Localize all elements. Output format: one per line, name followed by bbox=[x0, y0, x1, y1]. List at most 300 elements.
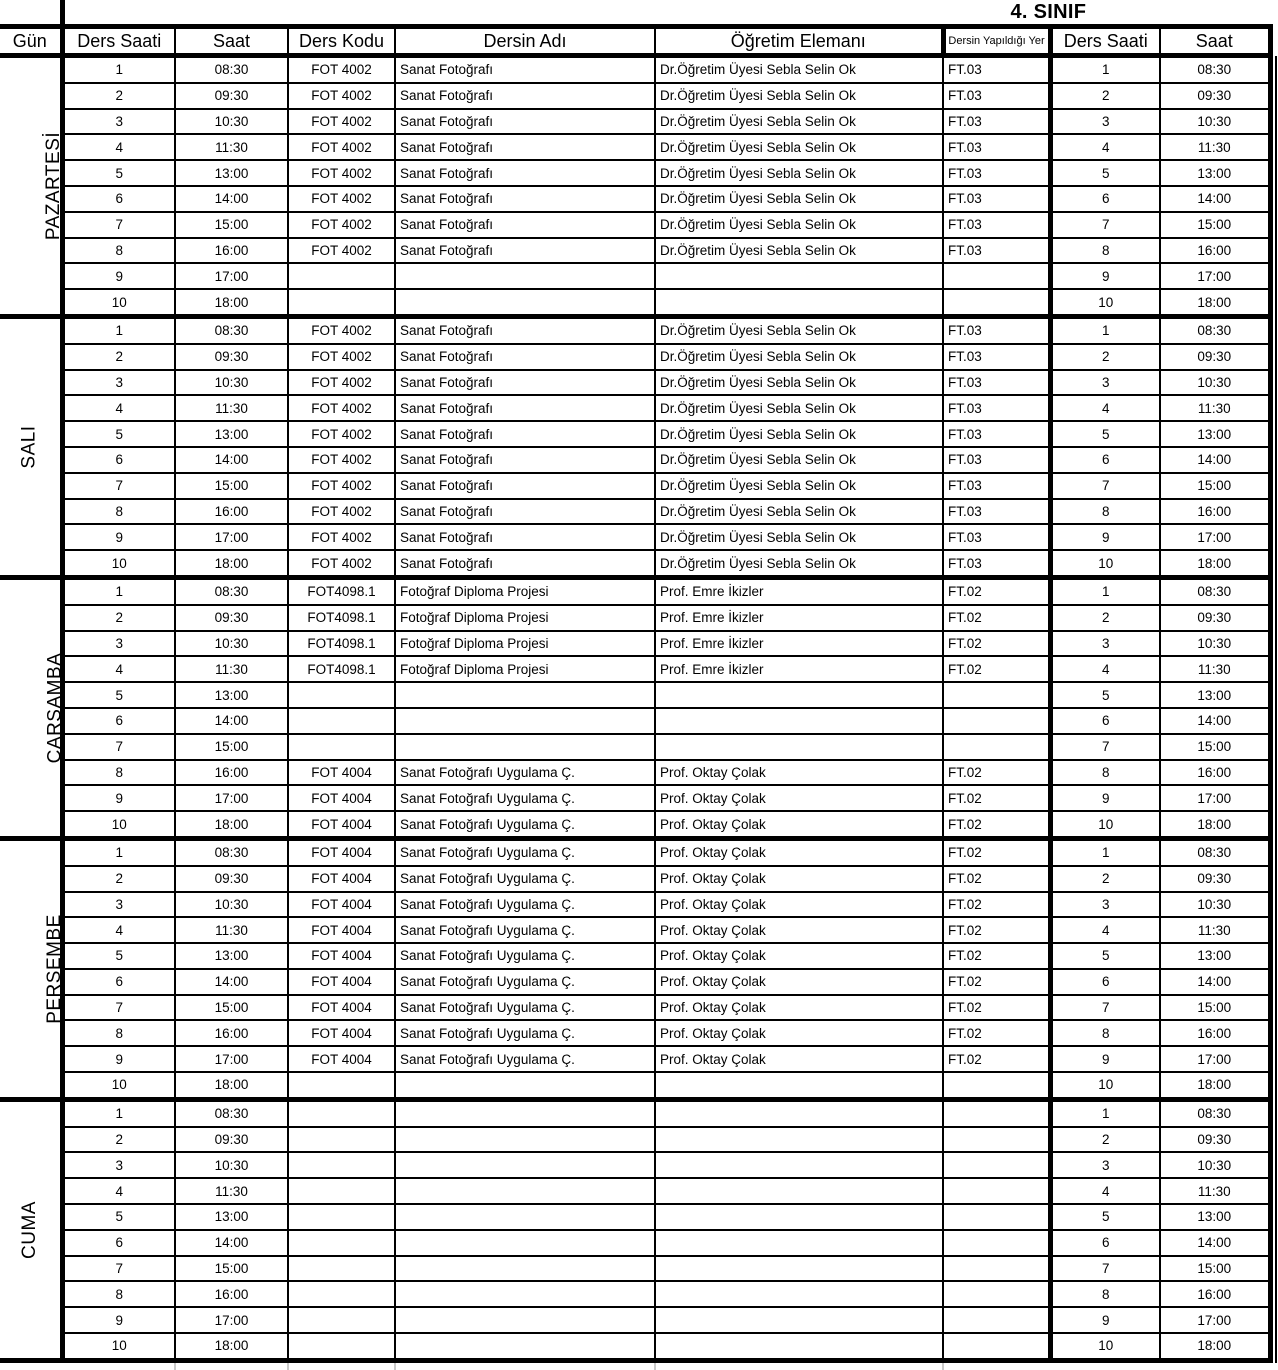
hour-cell: 3 bbox=[62, 631, 175, 657]
hour-cell: 6 bbox=[62, 186, 175, 212]
room-cell: FT.03 bbox=[943, 316, 1050, 343]
time-cell: 08:30 bbox=[175, 316, 288, 343]
course-code-cell bbox=[288, 1099, 395, 1126]
room-cell bbox=[943, 1307, 1050, 1333]
time-cell-right: 11:30 bbox=[1160, 134, 1270, 160]
day-label-cuma: CUMA bbox=[18, 1200, 40, 1259]
schedule-row bbox=[0, 1152, 1270, 1178]
schedule-row bbox=[0, 577, 1270, 604]
time-cell: 16:00 bbox=[175, 760, 288, 786]
course-name-cell bbox=[395, 1178, 655, 1204]
course-name-cell bbox=[395, 1072, 655, 1099]
hour-cell: 6 bbox=[62, 969, 175, 995]
schedule-row bbox=[0, 83, 1270, 109]
time-cell: 09:30 bbox=[175, 605, 288, 631]
course-name-cell bbox=[395, 734, 655, 760]
column-header-row bbox=[0, 27, 1270, 56]
time-cell: 11:30 bbox=[175, 656, 288, 682]
schedule-row bbox=[0, 109, 1270, 135]
time-cell-right: 13:00 bbox=[1160, 1204, 1270, 1230]
light-gridline bbox=[654, 1363, 656, 1370]
instructor-cell: Prof. Oktay Çolak bbox=[655, 995, 943, 1021]
hour-cell-right: 2 bbox=[1050, 1127, 1160, 1153]
hour-cell: 5 bbox=[62, 160, 175, 186]
time-cell: 14:00 bbox=[175, 969, 288, 995]
hour-cell: 9 bbox=[62, 785, 175, 811]
time-cell-right: 14:00 bbox=[1160, 447, 1270, 473]
room-cell: FT.02 bbox=[943, 1046, 1050, 1072]
hour-cell: 4 bbox=[62, 656, 175, 682]
time-cell-right: 17:00 bbox=[1160, 263, 1270, 289]
course-code-cell bbox=[288, 1333, 395, 1360]
hour-cell: 4 bbox=[62, 395, 175, 421]
schedule-row bbox=[0, 811, 1270, 838]
schedule-row bbox=[0, 1230, 1270, 1256]
hour-cell-right: 10 bbox=[1050, 289, 1160, 316]
room-cell bbox=[943, 1256, 1050, 1282]
course-code-cell: FOT4098.1 bbox=[288, 631, 395, 657]
room-cell: FT.02 bbox=[943, 577, 1050, 604]
time-cell-right: 10:30 bbox=[1160, 1152, 1270, 1178]
room-cell: FT.03 bbox=[943, 370, 1050, 396]
col-header-ders-saati: Ders Saati bbox=[62, 27, 175, 56]
day-label-sali: SALI bbox=[18, 425, 40, 469]
schedule-row bbox=[0, 316, 1270, 343]
time-cell-right: 15:00 bbox=[1160, 473, 1270, 499]
room-cell: FT.03 bbox=[943, 83, 1050, 109]
hour-cell: 7 bbox=[62, 995, 175, 1021]
hour-cell-right: 7 bbox=[1050, 995, 1160, 1021]
instructor-cell bbox=[655, 1072, 943, 1099]
course-code-cell: FOT 4004 bbox=[288, 1020, 395, 1046]
course-code-cell: FOT 4002 bbox=[288, 447, 395, 473]
hour-cell: 10 bbox=[62, 550, 175, 577]
time-cell-right: 17:00 bbox=[1160, 1046, 1270, 1072]
course-code-cell: FOT 4002 bbox=[288, 160, 395, 186]
day-label-carsamba: ÇARŞAMBA bbox=[44, 652, 66, 764]
instructor-cell: Dr.Öğretim Üyesi Sebla Selin Ok bbox=[655, 344, 943, 370]
instructor-cell bbox=[655, 734, 943, 760]
instructor-cell bbox=[655, 263, 943, 289]
time-cell-right: 11:30 bbox=[1160, 395, 1270, 421]
instructor-cell bbox=[655, 1152, 943, 1178]
light-gridline bbox=[174, 1363, 176, 1370]
room-cell: FT.02 bbox=[943, 1020, 1050, 1046]
course-name-cell: Sanat Fotoğrafı Uygulama Ç. bbox=[395, 892, 655, 918]
instructor-cell bbox=[655, 1333, 943, 1360]
time-cell: 10:30 bbox=[175, 892, 288, 918]
time-cell: 14:00 bbox=[175, 1230, 288, 1256]
hour-cell-right: 3 bbox=[1050, 370, 1160, 396]
time-cell: 11:30 bbox=[175, 917, 288, 943]
time-cell: 18:00 bbox=[175, 1333, 288, 1360]
course-code-cell bbox=[288, 1204, 395, 1230]
instructor-cell: Prof. Oktay Çolak bbox=[655, 760, 943, 786]
course-name-cell bbox=[395, 708, 655, 734]
time-cell-right: 14:00 bbox=[1160, 708, 1270, 734]
hour-cell: 7 bbox=[62, 212, 175, 238]
schedule-row bbox=[0, 1281, 1270, 1307]
time-cell-right: 15:00 bbox=[1160, 995, 1270, 1021]
hour-cell-right: 9 bbox=[1050, 1046, 1160, 1072]
course-code-cell bbox=[288, 682, 395, 708]
time-cell-right: 08:30 bbox=[1160, 838, 1270, 865]
hour-cell-right: 6 bbox=[1050, 969, 1160, 995]
room-cell: FT.02 bbox=[943, 656, 1050, 682]
course-code-cell: FOT 4004 bbox=[288, 760, 395, 786]
time-cell-right: 13:00 bbox=[1160, 682, 1270, 708]
course-code-cell: FOT 4002 bbox=[288, 344, 395, 370]
title-cell bbox=[62, 0, 1270, 27]
course-code-cell bbox=[288, 263, 395, 289]
instructor-cell bbox=[655, 708, 943, 734]
room-cell: FT.03 bbox=[943, 550, 1050, 577]
room-cell bbox=[943, 1127, 1050, 1153]
hour-cell: 9 bbox=[62, 524, 175, 550]
room-cell: FT.02 bbox=[943, 811, 1050, 838]
schedule-row bbox=[0, 1072, 1270, 1099]
course-name-cell: Sanat Fotoğrafı bbox=[395, 186, 655, 212]
schedule-row bbox=[0, 370, 1270, 396]
schedule-row bbox=[0, 943, 1270, 969]
col-header-ders-saati-right: Ders Saati bbox=[1050, 27, 1160, 56]
course-name-cell: Sanat Fotoğrafı bbox=[395, 447, 655, 473]
time-cell: 14:00 bbox=[175, 447, 288, 473]
course-code-cell: FOT 4004 bbox=[288, 1046, 395, 1072]
course-name-cell: Sanat Fotoğrafı bbox=[395, 83, 655, 109]
hour-cell-right: 4 bbox=[1050, 1178, 1160, 1204]
hour-cell: 7 bbox=[62, 1256, 175, 1282]
schedule-row bbox=[0, 499, 1270, 525]
hour-cell: 1 bbox=[62, 577, 175, 604]
schedule-row bbox=[0, 134, 1270, 160]
instructor-cell: Dr.Öğretim Üyesi Sebla Selin Ok bbox=[655, 56, 943, 83]
hour-cell: 5 bbox=[62, 1204, 175, 1230]
schedule-row bbox=[0, 550, 1270, 577]
time-cell-right: 15:00 bbox=[1160, 1256, 1270, 1282]
schedule-row bbox=[0, 238, 1270, 264]
time-cell: 17:00 bbox=[175, 1046, 288, 1072]
instructor-cell: Prof. Oktay Çolak bbox=[655, 785, 943, 811]
course-code-cell bbox=[288, 1178, 395, 1204]
time-cell: 08:30 bbox=[175, 838, 288, 865]
hour-cell-right: 10 bbox=[1050, 811, 1160, 838]
course-name-cell bbox=[395, 1230, 655, 1256]
time-cell: 18:00 bbox=[175, 811, 288, 838]
room-cell: FT.02 bbox=[943, 866, 1050, 892]
time-cell-right: 09:30 bbox=[1160, 866, 1270, 892]
hour-cell: 5 bbox=[62, 682, 175, 708]
course-name-cell: Fotoğraf Diploma Projesi bbox=[395, 656, 655, 682]
instructor-cell: Dr.Öğretim Üyesi Sebla Selin Ok bbox=[655, 134, 943, 160]
hour-cell-right: 3 bbox=[1050, 631, 1160, 657]
time-cell-right: 10:30 bbox=[1160, 631, 1270, 657]
hour-cell: 3 bbox=[62, 109, 175, 135]
instructor-cell: Dr.Öğretim Üyesi Sebla Selin Ok bbox=[655, 524, 943, 550]
room-cell bbox=[943, 1281, 1050, 1307]
time-cell: 17:00 bbox=[175, 785, 288, 811]
instructor-cell: Dr.Öğretim Üyesi Sebla Selin Ok bbox=[655, 395, 943, 421]
course-code-cell: FOT 4002 bbox=[288, 109, 395, 135]
time-cell: 11:30 bbox=[175, 1178, 288, 1204]
time-cell-right: 13:00 bbox=[1160, 943, 1270, 969]
time-cell-right: 16:00 bbox=[1160, 238, 1270, 264]
time-cell-right: 10:30 bbox=[1160, 370, 1270, 396]
room-cell: FT.03 bbox=[943, 421, 1050, 447]
hour-cell: 6 bbox=[62, 708, 175, 734]
title-row bbox=[0, 0, 1270, 27]
hour-cell-right: 3 bbox=[1050, 892, 1160, 918]
course-name-cell: Sanat Fotoğrafı Uygulama Ç. bbox=[395, 760, 655, 786]
hour-cell-right: 6 bbox=[1050, 186, 1160, 212]
schedule-row bbox=[0, 421, 1270, 447]
schedule-row bbox=[0, 708, 1270, 734]
course-name-cell: Sanat Fotoğrafı Uygulama Ç. bbox=[395, 943, 655, 969]
course-code-cell bbox=[288, 289, 395, 316]
time-cell-right: 17:00 bbox=[1160, 1307, 1270, 1333]
room-cell bbox=[943, 263, 1050, 289]
course-code-cell: FOT 4002 bbox=[288, 56, 395, 83]
hour-cell: 10 bbox=[62, 1333, 175, 1360]
course-name-cell bbox=[395, 682, 655, 708]
col-header-ders-kodu: Ders Kodu bbox=[288, 27, 395, 56]
instructor-cell: Prof. Emre İkizler bbox=[655, 631, 943, 657]
course-name-cell: Fotoğraf Diploma Projesi bbox=[395, 631, 655, 657]
hour-cell-right: 6 bbox=[1050, 708, 1160, 734]
hour-cell-right: 8 bbox=[1050, 760, 1160, 786]
instructor-cell: Prof. Oktay Çolak bbox=[655, 811, 943, 838]
room-cell bbox=[943, 1099, 1050, 1126]
room-cell: FT.03 bbox=[943, 134, 1050, 160]
course-code-cell bbox=[288, 1281, 395, 1307]
room-cell: FT.02 bbox=[943, 760, 1050, 786]
hour-cell: 8 bbox=[62, 499, 175, 525]
instructor-cell bbox=[655, 1307, 943, 1333]
course-code-cell bbox=[288, 1230, 395, 1256]
day-cell-sali bbox=[0, 316, 62, 577]
room-cell: FT.02 bbox=[943, 838, 1050, 865]
time-cell-right: 15:00 bbox=[1160, 734, 1270, 760]
course-code-cell bbox=[288, 1256, 395, 1282]
time-cell: 18:00 bbox=[175, 1072, 288, 1099]
course-name-cell: Sanat Fotoğrafı bbox=[395, 344, 655, 370]
instructor-cell: Dr.Öğretim Üyesi Sebla Selin Ok bbox=[655, 473, 943, 499]
course-name-cell: Sanat Fotoğrafı bbox=[395, 524, 655, 550]
schedule-row bbox=[0, 473, 1270, 499]
hour-cell: 1 bbox=[62, 838, 175, 865]
hour-cell-right: 8 bbox=[1050, 238, 1160, 264]
course-code-cell bbox=[288, 1307, 395, 1333]
day-label-persembe: PERŞEMBE bbox=[43, 914, 65, 1024]
instructor-cell: Prof. Oktay Çolak bbox=[655, 969, 943, 995]
room-cell bbox=[943, 734, 1050, 760]
hour-cell-right: 1 bbox=[1050, 316, 1160, 343]
time-cell-right: 09:30 bbox=[1160, 344, 1270, 370]
hour-cell-right: 6 bbox=[1050, 1230, 1160, 1256]
hour-cell: 8 bbox=[62, 760, 175, 786]
instructor-cell: Dr.Öğretim Üyesi Sebla Selin Ok bbox=[655, 238, 943, 264]
hour-cell: 10 bbox=[62, 1072, 175, 1099]
time-cell-right: 16:00 bbox=[1160, 760, 1270, 786]
instructor-cell: Prof. Oktay Çolak bbox=[655, 1046, 943, 1072]
room-cell bbox=[943, 708, 1050, 734]
instructor-cell: Dr.Öğretim Üyesi Sebla Selin Ok bbox=[655, 447, 943, 473]
course-code-cell: FOT 4004 bbox=[288, 995, 395, 1021]
course-name-cell: Sanat Fotoğrafı bbox=[395, 212, 655, 238]
schedule-row bbox=[0, 1256, 1270, 1282]
hour-cell: 1 bbox=[62, 56, 175, 83]
room-cell: FT.03 bbox=[943, 160, 1050, 186]
instructor-cell: Dr.Öğretim Üyesi Sebla Selin Ok bbox=[655, 109, 943, 135]
instructor-cell: Prof. Emre İkizler bbox=[655, 605, 943, 631]
hour-cell-right: 5 bbox=[1050, 682, 1160, 708]
hour-cell: 2 bbox=[62, 83, 175, 109]
course-name-cell: Sanat Fotoğrafı Uygulama Ç. bbox=[395, 969, 655, 995]
course-name-cell: Sanat Fotoğrafı bbox=[395, 134, 655, 160]
schedule-row bbox=[0, 1333, 1270, 1360]
time-cell-right: 14:00 bbox=[1160, 1230, 1270, 1256]
time-cell: 15:00 bbox=[175, 473, 288, 499]
instructor-cell: Prof. Oktay Çolak bbox=[655, 892, 943, 918]
time-cell: 10:30 bbox=[175, 1152, 288, 1178]
schedule-row bbox=[0, 760, 1270, 786]
instructor-cell bbox=[655, 1256, 943, 1282]
schedule-row bbox=[0, 160, 1270, 186]
time-cell-right: 08:30 bbox=[1160, 316, 1270, 343]
schedule-row bbox=[0, 917, 1270, 943]
course-name-cell bbox=[395, 289, 655, 316]
schedule-row bbox=[0, 785, 1270, 811]
time-cell: 14:00 bbox=[175, 186, 288, 212]
course-code-cell: FOT 4002 bbox=[288, 550, 395, 577]
instructor-cell: Prof. Oktay Çolak bbox=[655, 866, 943, 892]
time-cell-right: 16:00 bbox=[1160, 1020, 1270, 1046]
course-name-cell: Sanat Fotoğrafı Uygulama Ç. bbox=[395, 866, 655, 892]
time-cell: 15:00 bbox=[175, 995, 288, 1021]
hour-cell: 5 bbox=[62, 421, 175, 447]
col-header-dersin-adi: Dersin Adı bbox=[395, 27, 655, 56]
room-cell bbox=[943, 1072, 1050, 1099]
time-cell-right: 14:00 bbox=[1160, 969, 1270, 995]
time-cell: 09:30 bbox=[175, 1127, 288, 1153]
course-code-cell: FOT 4002 bbox=[288, 421, 395, 447]
time-cell-right: 17:00 bbox=[1160, 785, 1270, 811]
hour-cell: 9 bbox=[62, 1046, 175, 1072]
hour-cell: 9 bbox=[62, 263, 175, 289]
hour-cell: 7 bbox=[62, 473, 175, 499]
course-code-cell: FOT 4002 bbox=[288, 83, 395, 109]
time-cell-right: 11:30 bbox=[1160, 1178, 1270, 1204]
room-cell bbox=[943, 682, 1050, 708]
time-cell-right: 08:30 bbox=[1160, 56, 1270, 83]
time-cell: 08:30 bbox=[175, 56, 288, 83]
course-name-cell bbox=[395, 1256, 655, 1282]
hour-cell: 3 bbox=[62, 892, 175, 918]
time-cell: 13:00 bbox=[175, 160, 288, 186]
time-cell-right: 18:00 bbox=[1160, 811, 1270, 838]
course-code-cell: FOT 4002 bbox=[288, 499, 395, 525]
instructor-cell: Dr.Öğretim Üyesi Sebla Selin Ok bbox=[655, 316, 943, 343]
room-cell bbox=[943, 1230, 1050, 1256]
hour-cell: 1 bbox=[62, 316, 175, 343]
hour-cell-right: 4 bbox=[1050, 134, 1160, 160]
time-cell-right: 10:30 bbox=[1160, 892, 1270, 918]
time-cell: 13:00 bbox=[175, 943, 288, 969]
course-name-cell bbox=[395, 1152, 655, 1178]
room-cell: FT.03 bbox=[943, 447, 1050, 473]
hour-cell-right: 6 bbox=[1050, 447, 1160, 473]
room-cell bbox=[943, 1178, 1050, 1204]
course-name-cell: Sanat Fotoğrafı Uygulama Ç. bbox=[395, 1020, 655, 1046]
time-cell-right: 09:30 bbox=[1160, 605, 1270, 631]
course-name-cell bbox=[395, 1281, 655, 1307]
hour-cell-right: 5 bbox=[1050, 1204, 1160, 1230]
course-code-cell: FOT 4002 bbox=[288, 238, 395, 264]
course-code-cell bbox=[288, 1072, 395, 1099]
room-cell: FT.03 bbox=[943, 186, 1050, 212]
col-header-dersin-yapildigi-yer: Dersin Yapıldığı Yer bbox=[943, 27, 1050, 56]
schedule-row bbox=[0, 631, 1270, 657]
hour-cell-right: 1 bbox=[1050, 56, 1160, 83]
course-code-cell bbox=[288, 708, 395, 734]
time-cell: 16:00 bbox=[175, 1281, 288, 1307]
room-cell: FT.03 bbox=[943, 109, 1050, 135]
course-name-cell: Fotoğraf Diploma Projesi bbox=[395, 605, 655, 631]
instructor-cell: Prof. Oktay Çolak bbox=[655, 1020, 943, 1046]
time-cell: 10:30 bbox=[175, 631, 288, 657]
instructor-cell: Dr.Öğretim Üyesi Sebla Selin Ok bbox=[655, 83, 943, 109]
time-cell: 15:00 bbox=[175, 212, 288, 238]
schedule-row bbox=[0, 1127, 1270, 1153]
schedule-row bbox=[0, 447, 1270, 473]
time-cell-right: 18:00 bbox=[1160, 550, 1270, 577]
schedule-row bbox=[0, 263, 1270, 289]
course-code-cell: FOT 4002 bbox=[288, 473, 395, 499]
schedule-row bbox=[0, 605, 1270, 631]
time-cell: 18:00 bbox=[175, 550, 288, 577]
course-code-cell: FOT4098.1 bbox=[288, 656, 395, 682]
room-cell: FT.03 bbox=[943, 212, 1050, 238]
page-title: 4. SINIF bbox=[1010, 1, 1087, 23]
hour-cell: 2 bbox=[62, 605, 175, 631]
title-gun-spacer bbox=[0, 0, 62, 27]
course-name-cell bbox=[395, 1127, 655, 1153]
course-name-cell: Sanat Fotoğrafı Uygulama Ç. bbox=[395, 995, 655, 1021]
hour-cell: 8 bbox=[62, 1020, 175, 1046]
time-cell-right: 10:30 bbox=[1160, 109, 1270, 135]
hour-cell: 1 bbox=[62, 1099, 175, 1126]
course-code-cell: FOT 4004 bbox=[288, 811, 395, 838]
hour-cell: 7 bbox=[62, 734, 175, 760]
course-name-cell: Sanat Fotoğrafı Uygulama Ç. bbox=[395, 1046, 655, 1072]
hour-cell-right: 9 bbox=[1050, 785, 1160, 811]
room-cell: FT.03 bbox=[943, 395, 1050, 421]
time-cell-right: 11:30 bbox=[1160, 917, 1270, 943]
hour-cell-right: 7 bbox=[1050, 212, 1160, 238]
room-cell: FT.03 bbox=[943, 56, 1050, 83]
time-cell: 08:30 bbox=[175, 1099, 288, 1126]
instructor-cell: Dr.Öğretim Üyesi Sebla Selin Ok bbox=[655, 160, 943, 186]
hour-cell-right: 9 bbox=[1050, 1307, 1160, 1333]
schedule-row bbox=[0, 56, 1270, 83]
instructor-cell: Dr.Öğretim Üyesi Sebla Selin Ok bbox=[655, 186, 943, 212]
hour-cell: 4 bbox=[62, 1178, 175, 1204]
day-cell-carsamba bbox=[0, 577, 66, 838]
room-cell: FT.03 bbox=[943, 499, 1050, 525]
time-cell-right: 08:30 bbox=[1160, 577, 1270, 604]
course-code-cell: FOT 4002 bbox=[288, 524, 395, 550]
day-cell-cuma bbox=[0, 1099, 62, 1360]
